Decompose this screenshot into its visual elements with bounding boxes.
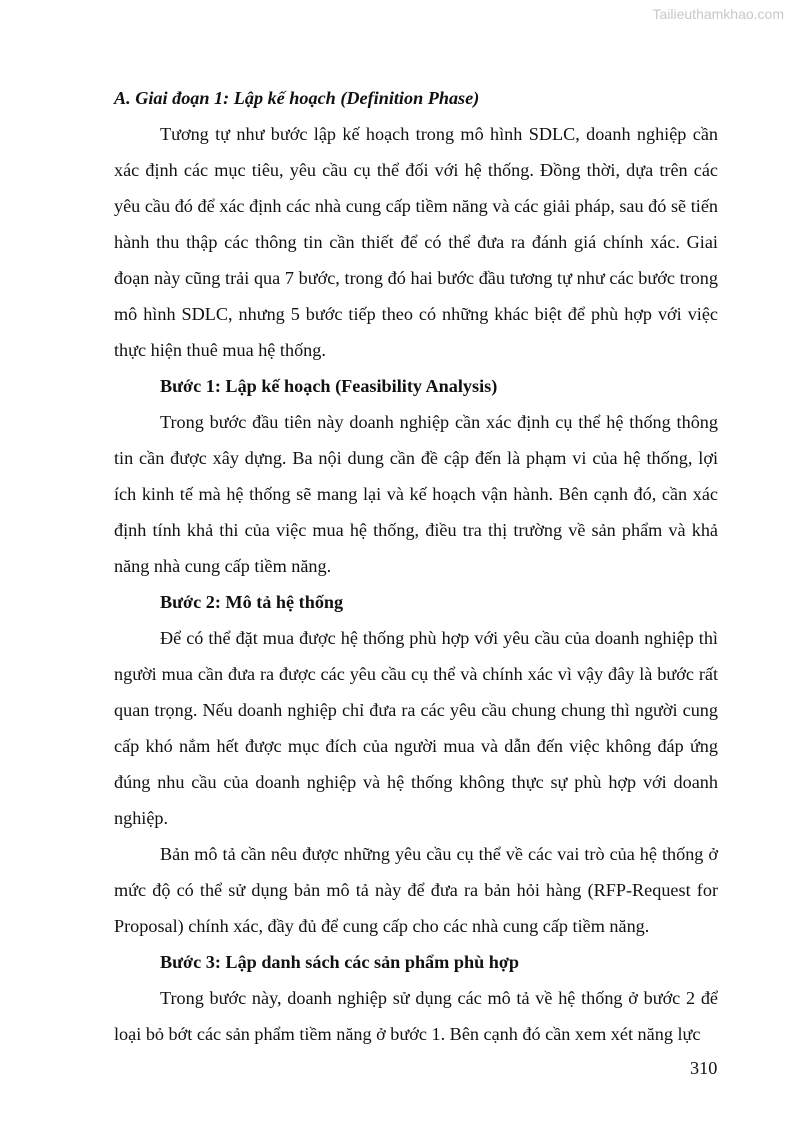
- step-1-title: Bước 1: Lập kế hoạch (Feasibility Analysis): [160, 376, 498, 396]
- section-heading: A. Giai đoạn 1: Lập kế hoạch (Definition Phase): [114, 88, 480, 108]
- step-2-title: Bước 2: Mô tả hệ thống: [160, 592, 344, 612]
- intro-paragraph: Tương tự như bước lập kế hoạch trong mô hình SDLC, doanh nghiệp cần xác định các mục tiêu, yêu cầu cụ thể đối với hệ thống. Đồng thời, dựa trên các yêu cầu đó để xác định các nhà cung cấp tiềm năng và các giải pháp, sau đó sẽ tiến hành thu thập các thông tin cần thiết để có thể đưa ra đánh giá chính xác. Giai đoạn này cũng trải qua 7 bước, trong đó hai bước đầu tương tự như các bước trong mô hình SDLC, nhưng 5 bước tiếp theo có những khác biệt để phù hợp với việc thực hiện thuê mua hệ thống.: [114, 124, 718, 360]
- step-1-paragraph: Trong bước đầu tiên này doanh nghiệp cần xác định cụ thể hệ thống thông tin cần được xây dựng. Ba nội dung cần đề cập đến là phạm vi của hệ thống, lợi ích kinh tế mà hệ thống sẽ mang lại và kế hoạch vận hành. Bên cạnh đó, cần xác định tính khả thi của việc mua hệ thống, điều tra thị trường về sản phẩm và khả năng nhà cung cấp tiềm năng.: [114, 412, 718, 576]
- step-3-title: Bước 3: Lập danh sách các sản phẩm phù hợp: [160, 952, 520, 972]
- step-2-paragraph-1: Để có thể đặt mua được hệ thống phù hợp với yêu cầu của doanh nghiệp thì người mua cần đưa ra được các yêu cầu cụ thể và chính xác vì vậy đây là bước rất quan trọng. Nếu doanh nghiệp chỉ đưa ra các yêu cầu chung chung thì người cung cấp khó nắm hết được mục đích của người mua và dẫn đến việc không đáp ứng đúng nhu cầu của doanh nghiệp và hệ thống không thực sự phù hợp với doanh nghiệp.: [114, 628, 718, 828]
- document-body: [114, 80, 718, 1052]
- step-3-paragraph: Trong bước này, doanh nghiệp sử dụng các mô tả về hệ thống ở bước 2 để loại bỏ bớt các sản phẩm tiềm năng ở bước 1. Bên cạnh đó cần xem xét năng lực: [114, 988, 718, 1044]
- page-number: 310: [690, 1058, 718, 1078]
- step-2-paragraph-2: Bản mô tả cần nêu được những yêu cầu cụ thể về các vai trò của hệ thống ở mức độ có thể sử dụng bản mô tả này để đưa ra bản hỏi hàng (RFP-Request for Proposal) chính xác, đầy đủ để cung cấp cho các nhà cung cấp tiềm năng.: [114, 844, 718, 936]
- watermark: Tailieuthamkhao.com: [652, 6, 784, 22]
